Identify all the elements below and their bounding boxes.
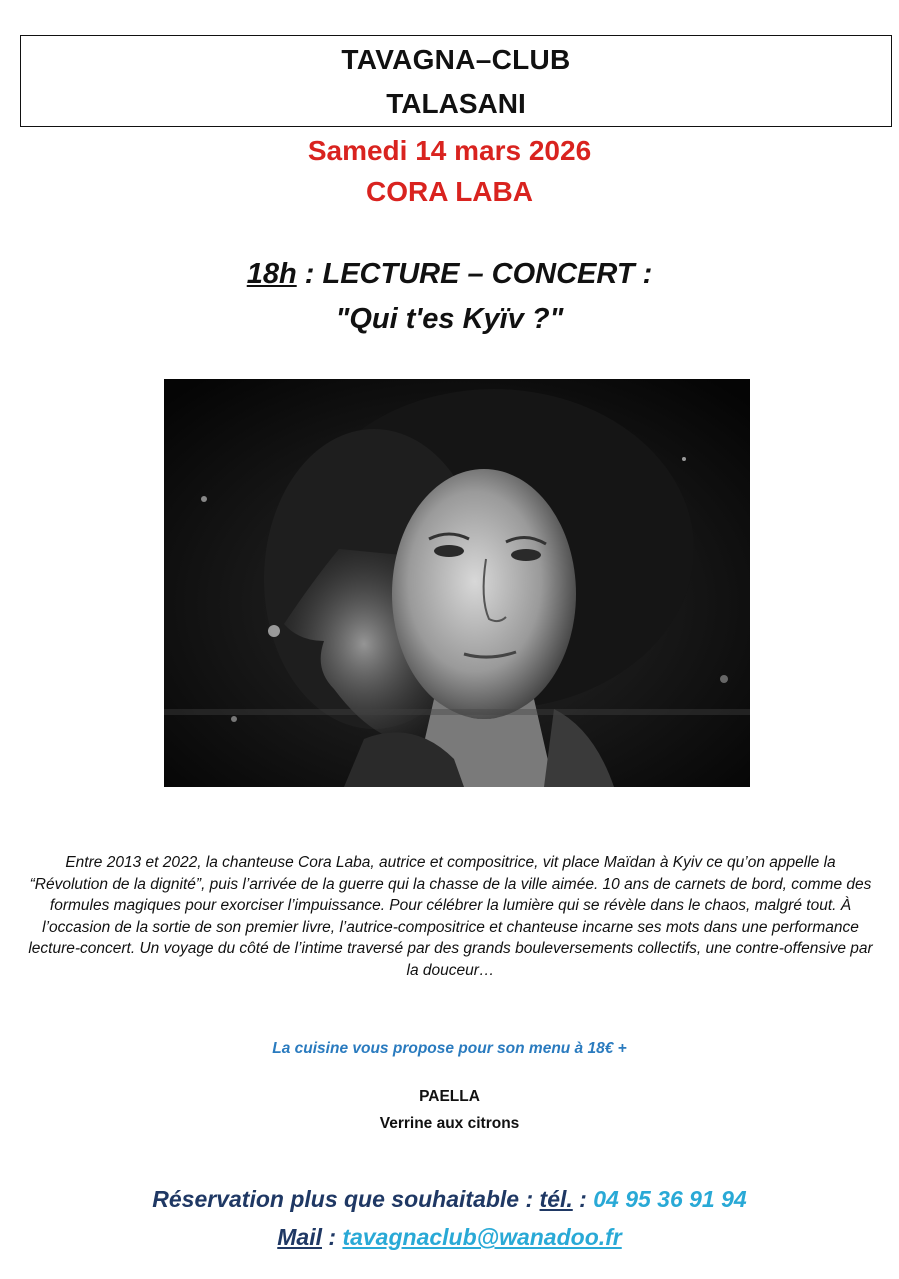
song-title: "Qui t'es Kyïv ?" (335, 303, 564, 335)
reservation-label: Réservation plus que souhaitable : (152, 1186, 540, 1212)
club-location: TALASANI (386, 88, 526, 119)
menu-intro: La cuisine vous propose pour son menu à 18€ + (272, 1040, 627, 1057)
menu-dish-main: PAELLA (419, 1088, 480, 1105)
email-link[interactable]: tavagnaclub@wanadoo.fr (342, 1224, 622, 1250)
program-time: 18h (246, 258, 297, 290)
phone-separator: : (572, 1186, 594, 1212)
mail-line (0, 1224, 899, 1251)
artist-portrait-photo (164, 379, 750, 787)
program-type: : LECTURE – CONCERT : (296, 258, 653, 290)
artist-name: CORA LABA (366, 176, 533, 207)
mail-label: Mail (277, 1224, 322, 1250)
program-title (0, 258, 899, 291)
mail-separator: : (321, 1224, 343, 1250)
reservation-line (0, 1186, 899, 1213)
phone-label: tél. (539, 1186, 573, 1212)
event-date: Samedi 14 mars 2026 (307, 135, 592, 166)
phone-number[interactable]: 04 95 36 91 94 (593, 1186, 747, 1212)
artist-portrait (164, 379, 750, 787)
event-description: Entre 2013 et 2022, la chanteuse Cora Laba, autrice et compositrice, vit place Maïdan à Kyiv ce qu’on appelle la “Révolution de la dignité”, puis l’arrivée de la guerre qui la chasse de la ville aimée. 10 ans de carnets de bord, comme des formules magiques pour exorciser l’impuissance. Pour célébrer la lumière qui se révèle dans le chaos, malgré tout. À l’occasion de la sortie de son premier livre, l’autrice-compositrice et chanteuse incarne ses mots dans une performance lecture-concert. Un voyage du côté de l’intime traversé par des grands bouleversements collectifs, une contre-offensive par la douceur… (28, 854, 873, 979)
club-name: TAVAGNA–CLUB (341, 44, 571, 75)
menu-dish-dessert: Verrine aux citrons (379, 1115, 520, 1132)
header-box (20, 35, 892, 127)
